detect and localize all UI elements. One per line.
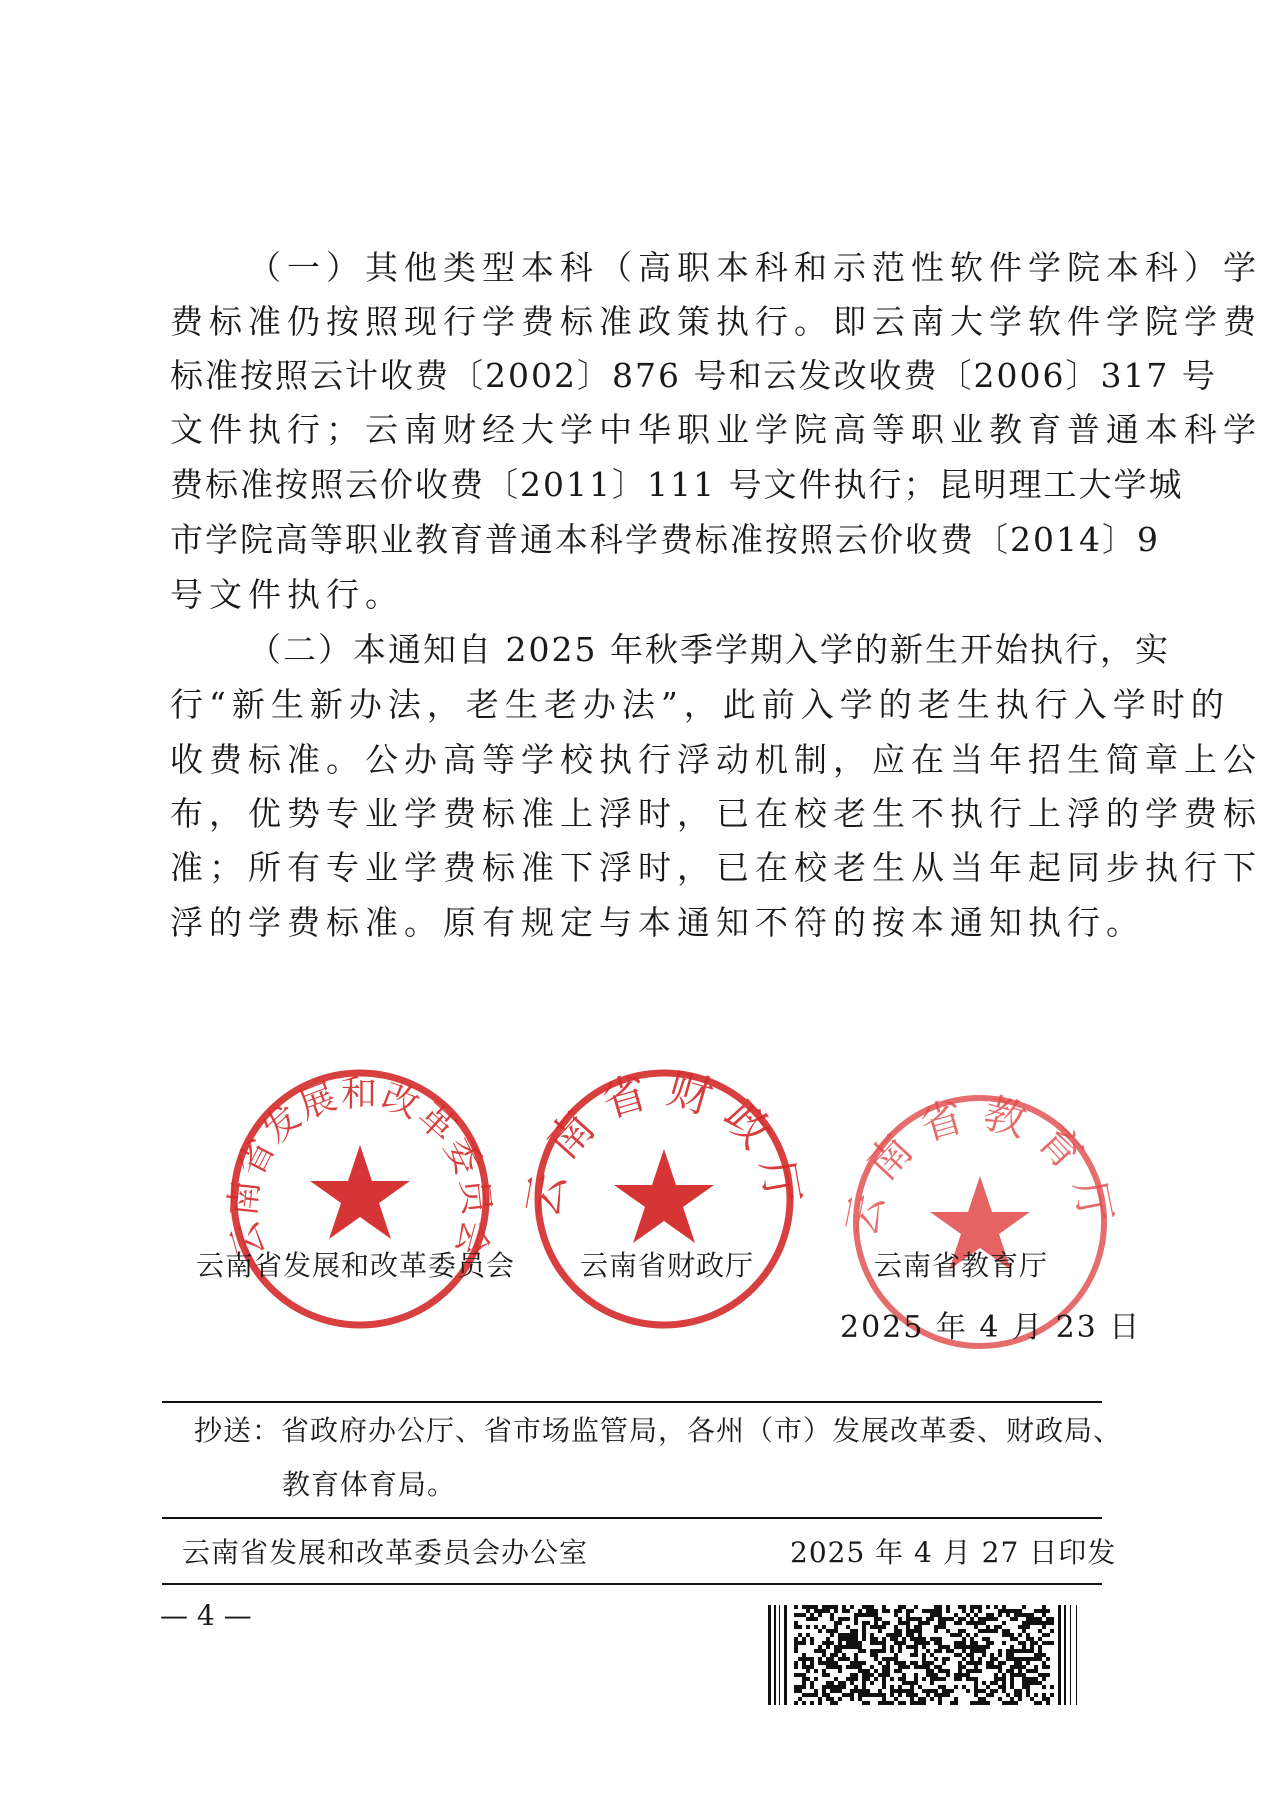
paragraph2-line-5: 准；所有专业学费标准下浮时，已在校老生从当年起同步执行下 [170,848,1262,887]
paragraph1-line-5: 费标准按照云价收费〔2011〕111 号文件执行；昆明理工大学城 [170,465,1184,504]
print-date: 2025 年 4 月 27 日印发 [790,1536,1117,1569]
paragraph2-line-4: 布，优势专业学费标准上浮时，已在校老生不执行上浮的学费标 [170,794,1262,833]
seal-development-reform-commission [222,1065,498,1333]
divider-middle [162,1517,1102,1519]
svg-text:云南省发展和改革委员会: 云南省发展和改革委员会 [222,1073,498,1263]
divider-top [162,1401,1102,1403]
cc-line-2: 教育体育局。 [282,1468,457,1501]
issuer-department-of-finance: 云南省财政厅 [580,1249,755,1282]
svg-text:云南省财政厅: 云南省财政厅 [517,1063,811,1222]
issuer-development-reform-commission: 云南省发展和改革委员会 [196,1249,516,1282]
paragraph2-line-6: 浮的学费标准。原有规定与本通知不符的按本通知执行。 [170,903,1145,942]
paragraph1-line-6: 市学院高等职业教育普通本科学费标准按照云价收费〔2014〕9 [170,520,1160,559]
divider-bottom [162,1583,1102,1585]
paragraph1-line-2: 费标准仍按照现行学费标准政策执行。即云南大学软件学院学费 [170,302,1262,341]
document-barcode [768,1605,1078,1705]
paragraph1-line-1: （一）其他类型本科（高职本科和示范性软件学院本科）学 [248,248,1262,287]
page-number: — 4 — [160,1599,252,1632]
paragraph2-line-3: 收费标准。公办高等学校执行浮动机制，应在当年招生简章上公 [170,740,1262,779]
paragraph1-line-4: 文件执行；云南财经大学中华职业学院高等职业教育普通本科学 [170,410,1262,449]
svg-text:云南省教育厅: 云南省教育厅 [836,1087,1124,1241]
paragraph1-line-7: 号文件执行。 [170,575,404,614]
paragraph2-line-1: （二）本通知自 2025 年秋季学期入学的新生开始执行，实 [248,630,1170,669]
cc-line-1: 抄送：省政府办公厅、省市场监管局，各州（市）发展改革委、财政局、 [194,1414,1123,1447]
issuing-office: 云南省发展和改革委员会办公室 [182,1536,589,1569]
paragraph2-line-2: 行“新生新办法，老生老办法”，此前入学的老生执行入学时的 [170,685,1230,724]
issue-date: 2025 年 4 月 23 日 [840,1310,1142,1345]
seal-department-of-finance [517,1063,811,1333]
paragraph1-line-3: 标准按照云计收费〔2002〕876 号和云发改收费〔2006〕317 号 [170,356,1217,395]
issuer-department-of-education: 云南省教育厅 [874,1249,1049,1282]
